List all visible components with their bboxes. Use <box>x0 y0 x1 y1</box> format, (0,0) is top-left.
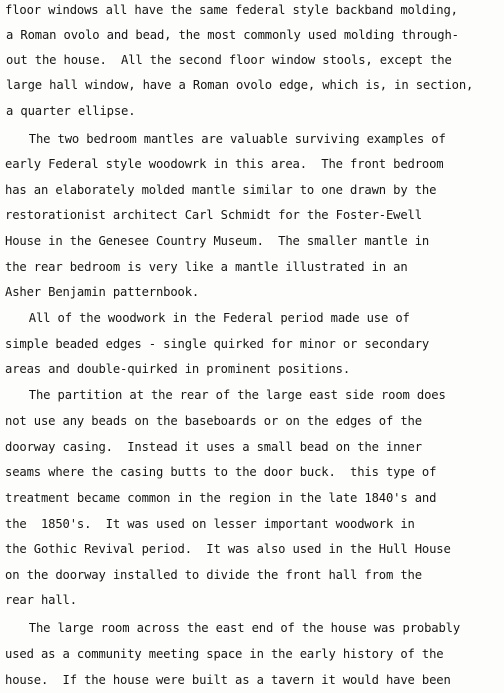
text-line: not use any beads on the baseboards or on the edges of the <box>5 414 422 428</box>
text-line: on the doorway installed to divide the front hall from the <box>5 568 422 582</box>
text-line: The partition at the rear of the large east side room does <box>0 388 446 402</box>
text-line: has an elaborately molded mantle similar to one drawn by the <box>5 183 437 197</box>
text-line: All of the woodwork in the Federal period made use of <box>0 311 410 325</box>
text-line: the Gothic Revival period. It was also used in the Hull House <box>5 542 451 556</box>
text-line: the rear bedroom is very like a mantle illustrated in an <box>5 260 408 274</box>
text-line: used as a community meeting space in the early history of the <box>5 647 444 661</box>
text-line: doorway casing. Instead it uses a small bead on the inner <box>5 440 422 454</box>
text-line: floor windows all have the same federal style backband molding, <box>5 3 458 17</box>
text-line: The large room across the east end of the house was probably <box>0 621 460 635</box>
text-line: early Federal style woodowrk in this area. The front bedroom <box>5 157 444 171</box>
text-line: The two bedroom mantles are valuable surviving examples of <box>0 132 446 146</box>
text-line: rear hall. <box>5 593 77 607</box>
text-line: restorationist architect Carl Schmidt for the Foster-Ewell <box>5 208 422 222</box>
text-line: Asher Benjamin patternbook. <box>5 285 200 299</box>
text-line: out the house. All the second floor window stools, except the <box>6 53 452 67</box>
text-line: the 1850's. It was used on lesser important woodwork in <box>5 517 415 531</box>
text-line: seams where the casing butts to the door buck. this type of <box>5 465 437 479</box>
text-line: large hall window, have a Roman ovolo edge, which is, in section, <box>6 78 474 92</box>
text-line: a quarter ellipse. <box>6 104 136 118</box>
text-line: simple beaded edges - single quirked for minor or secondary <box>5 337 430 351</box>
text-line: treatment became common in the region in the late 1840's and <box>5 491 437 505</box>
text-line: areas and double-quirked in prominent positions. <box>5 362 350 376</box>
text-line: House in the Genesee Country Museum. The smaller mantle in <box>5 234 430 248</box>
text-line: house. If the house were built as a tavern it would have been <box>5 673 451 687</box>
text-line: a Roman ovolo and bead, the most commonly used molding through- <box>6 28 459 42</box>
